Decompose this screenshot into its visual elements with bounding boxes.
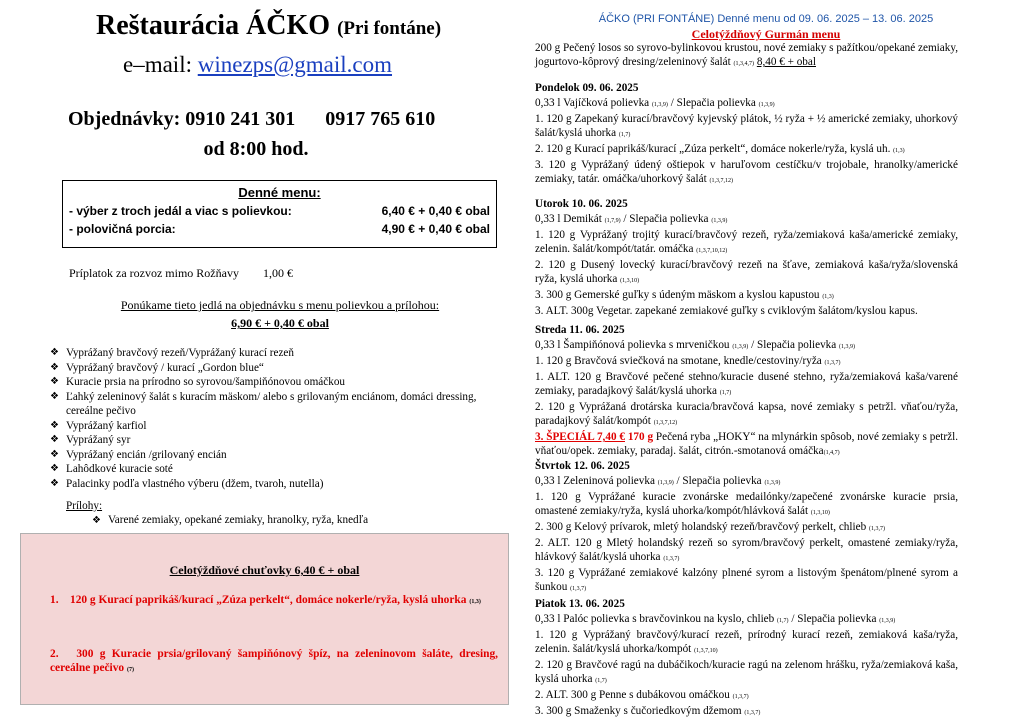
menu-dates: Denné menu od 09. 06. 2025 – 13. 06. 2025 [717,13,934,25]
opening-hours: od 8:00 hod. [203,138,309,160]
diamond-bullet-icon: ❖ [50,434,59,445]
diamond-bullet-icon: ❖ [50,448,59,460]
dish-line: 1. 120 g Vyprážané kuracie zvonárske medailónky/zapečené zvonárske kuracie prsia, omastené zemiaky/ryža, kyslá uhorka/kompót/hlávková šalát (1,3,10) [535,491,958,517]
dish-line: 3. 120 g Vyprážané zemiakové kalzóny plnené syrom a listovým špenátom/plnené syrom a šunkou (1,3,7) [535,567,958,593]
dish-line: 2. 120 g Bravčové ragú na dubáčikoch/kuracie ragú na zelenom hrášku, ryža/zemiaková kaša, kyslá uhorka (1,7) [535,659,958,685]
delivery-price: 1,00 € [262,266,293,280]
diamond-bullet-icon: ❖ [50,477,59,489]
daily-menu-heading: Denné menu: [238,185,321,200]
sides-line [92,514,368,526]
diamond-bullet-icon: ❖ [92,515,101,526]
dish-line: 3. 120 g Vyprážaný údený oštiepok v haruľovom cestíčku/v trojobale, hranolky/americké zemiaky, tatár. omáčka/uhorkový šalát (1,3,7,12) [535,159,958,185]
list-item: ❖ Vyprážaný syr [50,434,131,446]
daily-menu-row-price: 6,40 € + 0,40 € obal [381,204,490,218]
restaurant-name: Reštaurácia ÁČKO [96,10,331,41]
list-item: ❖ Vyprážaný bravčový / kurací „Gordon blue“ [50,361,264,374]
diamond-bullet-icon: ❖ [50,376,59,387]
daily-menu-row-label: - výber z troch jedál a viac s polievkou: [69,204,292,218]
dish-line: 1. 120 g Vyprážaný trojitý kurací/bravčový rezeň, ryža/zemiaková kaša/americké zemiaky, zelenin. šalát/kompót/tatár. omáčka (1,3,7,10,12) [535,229,958,255]
daily-menu-row-full [63,204,496,218]
day-heading: Piatok 13. 06. 2025 [535,598,625,610]
day-heading: Utorok 10. 06. 2025 [535,198,628,210]
weekly-specials-title: Celotýždňové chuťovky 6,40 € + obal [169,563,360,577]
order-offer-text: Ponúkame tieto jedlá na objednávku s menu polievkou a prílohou: [120,298,440,312]
diamond-bullet-icon: ❖ [50,347,59,358]
daily-menu-row-label: - polovičná porcia: [69,222,176,236]
day-monday [535,81,958,188]
dish-line: 3. ALT. 300g Vegetar. zapekané zemiakové guľky s cviklovým šalátom/kyslou kapus. [535,305,918,317]
order-offer-price: 6,90 € + 0,40 € obal [231,316,329,330]
dish-line: 2. ALT. 300 g Penne s dubákovou omáčkou (1,3,7) [535,689,749,701]
weekly-specials-box [20,533,509,705]
orders-label: Objednávky: [68,108,181,130]
soup-line: 0,33 l Šampiňónová polievka s mrveničkou (1,3,9) / Slepačia polievka (1,3,9) [535,339,856,351]
special-label: 3. ŠPECIÁL 7,40 € [535,431,625,443]
delivery-surcharge [69,266,293,281]
dish-line: 2. ALT. 120 g Mletý holandský rezeň so syrom/bravčový perkelt, omastené zemiaky/ryža, hlávkový šalát/kyslá uhorka (1,3,7) [535,537,958,563]
diamond-bullet-icon: ❖ [50,361,59,373]
weekly-item-2: 2. 300 g Kuracie prsia/grilovaný šampiňónový špíz, na zeleninovom šaláte, dresing, cereálne pečivo (7) [50,648,498,674]
email-line [123,52,392,78]
allergens: (1,3) [469,599,481,605]
day-thursday [535,459,958,596]
soup-line: 0,33 l Palóc polievka s bravčovinkou na kyslo, chlieb (1,7) / Slepačia polievka (1,3,9) [535,613,896,625]
day-heading: Pondelok 09. 06. 2025 [535,82,639,94]
dish-line: 2. 300 g Kelový prívarok, mletý holandský rezeň/bravčový perkelt, chlieb (1,3,7) [535,521,885,533]
list-item: ❖ Vyprážaný karfiol [50,419,147,432]
phone-2: 0917 765 610 [325,108,436,130]
list-item: ❖ Vyprážaný encián /grilovaný encián [50,448,227,461]
orders-line [68,108,435,131]
menu-week-header [531,13,1001,25]
dish-line: 2. 120 g Kurací paprikáš/kurací „Zúza perkelt“, domáce nokerle/ryža, kyslá uh. (1,3) [535,143,905,155]
soup-line: 0,33 l Vajíčková polievka (1,3,9) / Slepačia polievka (1,3,9) [535,97,775,109]
diamond-bullet-icon: ❖ [50,463,59,474]
day-heading: Streda 11. 06. 2025 [535,324,625,336]
dish-line: 1. ALT. 120 g Bravčové pečené stehno/kuracie dusené stehno, ryža/zemiaková kaša/varené zemiaky, paradajkový šalát/kyslá uhorka (1,7) [535,371,958,397]
daily-menu-box [62,180,497,248]
phone-1: 0910 241 301 [185,108,296,130]
allergens: (1,3,4,7) [733,61,755,67]
email-link[interactable]: winezps@gmail.com [197,52,393,77]
day-wednesday [535,323,958,460]
diamond-bullet-icon: ❖ [50,390,59,402]
delivery-label: Príplatok za rozvoz mimo Rožňavy [69,266,239,280]
allergens: (7) [126,667,134,673]
list-item: ❖ Ľahký zeleninový šalát s kuracím mäskom/ alebo s grilovaným enciánom, domáci dressing, cereálne pečivo [50,390,477,417]
dish-line: 1. 120 g Vyprážaný bravčový/kurací rezeň, prírodný kurací rezeň, zemiaková kaša/ryža, zelenin. šalát/kyslá uhorka/kompót (1,3,7,10) [535,629,958,655]
day-heading: Štvrtok 12. 06. 2025 [535,460,630,472]
weekly-item-1: 1. 120 g Kurací paprikáš/kurací „Zúza perkelt“, domáce nokerle/ryža, kyslá uhorka (1,3) [50,594,481,606]
email-label: e–mail: [123,52,192,77]
brand-name: ÁČKO (PRI FONTÁNE) [598,13,715,25]
special-line: 3. ŠPECIÁL 7,40 € 170 g Pečená ryba „HOKY“ na mlynárkin spôsob, nové zemiaky s petržl. vňaťou/opek. zemiaky, paradaj. šalát, citrón.-smotanová omáčka(1,4,7) [535,431,959,457]
sides-label: Prílohy: [66,500,103,512]
dish-line: 1. 120 g Bravčová sviečková na smotane, knedle/cestoviny/ryža (1,3,7) [535,355,841,367]
dish-line: 1. 120 g Zapekaný kurací/bravčový kyjevský plátok, ½ ryža + ½ americké zemiaky, uhorkový šalát/kyslá uhorka (1,7) [535,113,958,139]
gurman-price: 8,40 € + obal [756,56,816,68]
soup-line: 0,33 l Demikát (1,7,9) / Slepačia polievka (1,3,9) [535,213,728,225]
diamond-bullet-icon: ❖ [50,419,59,431]
gurman-text: 200 g Pečený losos so syrovo-bylinkovou krustou, nové zemiaky s pažítkou/opekané zemiaky, jogurtovo-kôprový dresing/zeleninový šalát (1,3,4,7) 8,40 € + obal [535,42,958,68]
list-item: ❖ Vyprážaný bravčový rezeň/Vyprážaný kurací rezeň [50,347,294,359]
list-item: ❖ Palacinky podľa vlastného výberu (džem, tvaroh, nutella) [50,477,324,490]
dish-line: 3. 300 g Gemerské guľky s údeným mäskom a kyslou kapustou (1,3) [535,289,834,301]
day-friday [535,597,958,720]
list-item: ❖ Kuracie prsia na prírodno so syrovou/šampiňónovou omáčkou [50,376,346,388]
list-item: ❖ Lahôdkové kuracie soté [50,463,173,475]
soup-line: 0,33 l Zeleninová polievka (1,3,9) / Slepačia polievka (1,3,9) [535,475,781,487]
dish-line: 2. 120 g Vyprážaná drotárska kuracia/bravčová kapsa, nové zemiaky s petržl. vňaťou/ryža, paradajkový šalát/kompót (1,3,7,12) [535,401,958,427]
dish-line: 2. 120 g Dusený lovecký kurací/bravčový rezeň na šťave, zemiaková kaša/ryža/slovenská ryža, kyslá uhorka (1,3,10) [535,259,958,285]
day-tuesday [535,197,958,318]
dish-list [50,346,480,491]
daily-menu-row-half [63,222,496,236]
restaurant-title [96,10,441,42]
dish-line: 3. 300 g Smaženky s čučoriedkovým džemom (1,3,7) [535,705,761,717]
restaurant-subtitle: (Pri fontáne) [337,18,442,39]
daily-menu-row-price: 4,90 € + 0,40 € obal [381,222,490,236]
sides-text: Varené zemiaky, opekané zemiaky, hranolky, ryža, knedľa [107,514,369,526]
gurman-title: Celotýždňový Gurmán menu [691,27,841,41]
